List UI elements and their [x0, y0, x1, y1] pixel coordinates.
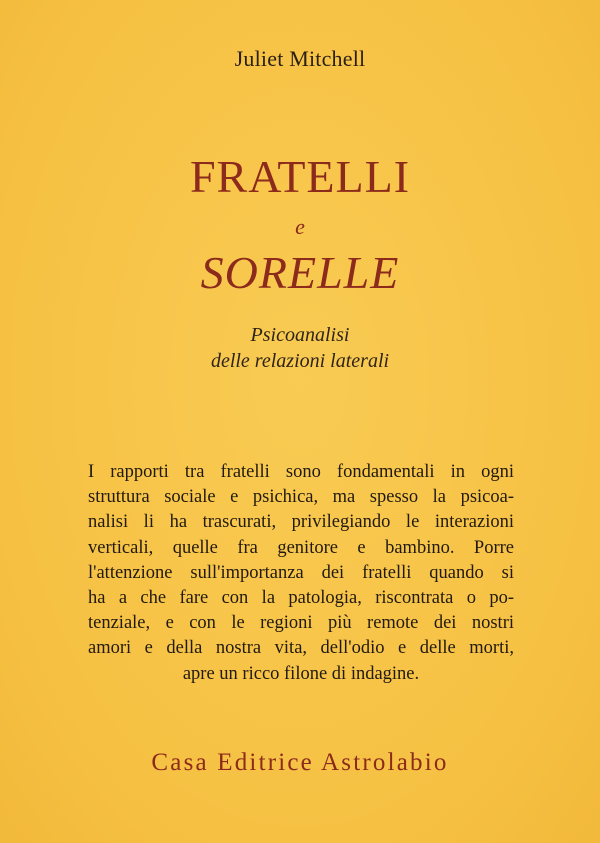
subtitle-line: Psicoanalisi: [250, 324, 350, 346]
subtitle: [0, 322, 600, 374]
blurb-line: ha a che fare con la patologia, riscontrata o po-: [88, 588, 514, 609]
blurb-paragraph: [88, 460, 514, 687]
title-conjunction: e: [295, 214, 305, 239]
blurb-line: apre un ricco filone di indagine.: [182, 663, 420, 684]
blurb-line: struttura sociale e psichica, ma spesso la psicoa-: [88, 487, 514, 508]
blurb-line: verticali, quelle fra genitore e bambino. Porre: [88, 537, 514, 558]
author-name: Juliet Mitchell: [234, 46, 366, 71]
title-line-1: FRATELLI: [189, 151, 411, 202]
subtitle-line: delle relazioni laterali: [210, 350, 390, 372]
blurb-line: amori e della nostra vita, dell'odio e delle morti,: [88, 638, 514, 659]
blurb-line: l'attenzione sull'importanza dei fratelli quando si: [88, 562, 514, 583]
title-line-2: SORELLE: [200, 247, 400, 298]
blurb-line: I rapporti tra fratelli sono fondamentali in ogni: [88, 462, 514, 482]
publisher-name: Casa Editrice Astrolabio: [151, 749, 449, 776]
blurb-line: tenziale, e con le regioni più remote dei nostri: [88, 613, 514, 634]
blurb-line: nalisi li ha trascurati, privilegiando le interazioni: [88, 512, 514, 533]
